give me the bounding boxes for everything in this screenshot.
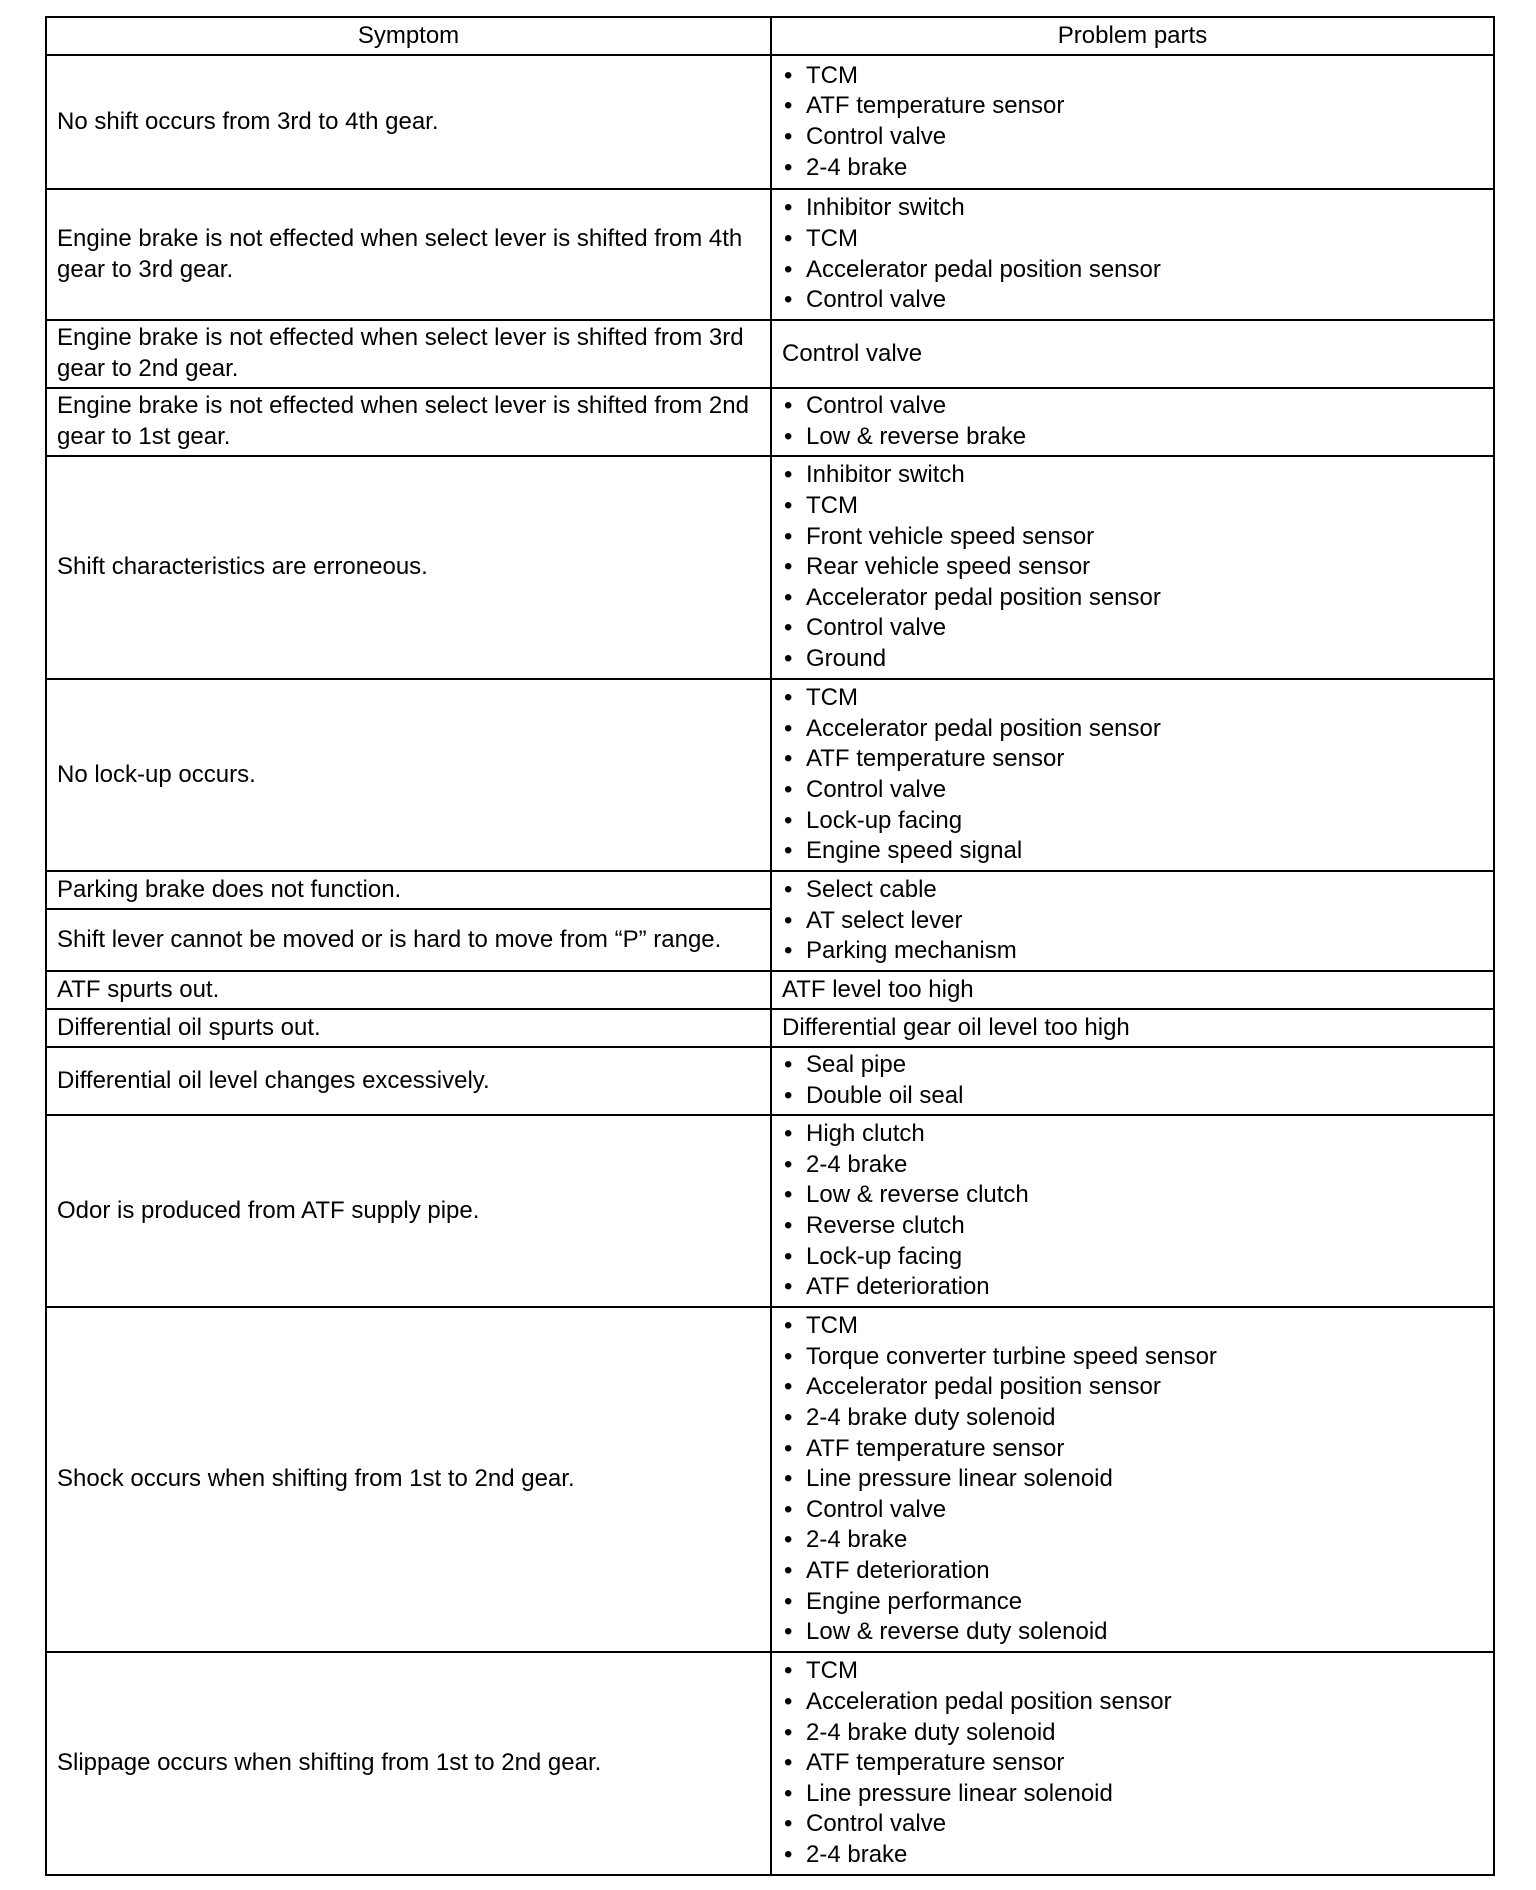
problem-parts-cell	[771, 189, 1494, 320]
table-row	[46, 456, 1494, 679]
troubleshooting-table	[45, 16, 1495, 1876]
problem-parts-list	[782, 391, 1483, 452]
table-row	[46, 679, 1494, 871]
symptom-cell: Differential oil spurts out.	[46, 1009, 771, 1047]
table-row	[46, 1009, 1494, 1047]
problem-part-item: • ATF temperature sensor	[782, 1434, 1483, 1465]
problem-part-item: • Double oil seal	[782, 1081, 1483, 1112]
problem-part-item: • Control valve	[782, 391, 1483, 422]
problem-part-item: • Accelerator pedal position sensor	[782, 714, 1483, 745]
problem-part-item: • Inhibitor switch	[782, 460, 1483, 491]
problem-part-item: • TCM	[782, 61, 1483, 92]
problem-part-item: • 2-4 brake	[782, 1525, 1483, 1556]
table-row	[46, 971, 1494, 1009]
table-row	[46, 1652, 1494, 1875]
problem-part-item: • Ground	[782, 644, 1483, 675]
problem-part-item: • Low & reverse duty solenoid	[782, 1617, 1483, 1648]
problem-part-item: • Control valve	[782, 122, 1483, 153]
problem-parts-cell: Control valve	[771, 320, 1494, 388]
problem-parts-list	[782, 1311, 1483, 1648]
table-row	[46, 55, 1494, 189]
problem-part-item: • ATF temperature sensor	[782, 91, 1483, 122]
problem-part-item: • Seal pipe	[782, 1050, 1483, 1081]
problem-part-item: • ATF deterioration	[782, 1272, 1483, 1303]
table-row	[46, 1115, 1494, 1307]
problem-parts-list	[782, 460, 1483, 674]
problem-parts-cell: Differential gear oil level too high	[771, 1009, 1494, 1047]
problem-part-item: • TCM	[782, 224, 1483, 255]
symptom-cell: Slippage occurs when shifting from 1st to 2nd gear.	[46, 1652, 771, 1875]
problem-part-item: • Control valve	[782, 775, 1483, 806]
problem-parts-cell	[771, 1652, 1494, 1875]
symptom-cell: Differential oil level changes excessively.	[46, 1047, 771, 1115]
problem-parts-cell	[771, 1307, 1494, 1652]
problem-part-item: • TCM	[782, 1656, 1483, 1687]
problem-parts-list	[782, 1656, 1483, 1870]
table-row	[46, 388, 1494, 456]
table-row	[46, 1307, 1494, 1652]
problem-part-item: • Control valve	[782, 285, 1483, 316]
problem-part-item: • Line pressure linear solenoid	[782, 1464, 1483, 1495]
problem-part-item: • Low & reverse clutch	[782, 1180, 1483, 1211]
problem-parts-list	[782, 193, 1483, 315]
symptom-cell: Shift lever cannot be moved or is hard to move from “P” range.	[46, 909, 771, 971]
problem-part-item: • AT select lever	[782, 906, 1483, 937]
table-body	[46, 55, 1494, 1875]
problem-part-item: • Acceleration pedal position sensor	[782, 1687, 1483, 1718]
problem-part-item: • Engine speed signal	[782, 836, 1483, 867]
problem-part-item: • Engine performance	[782, 1587, 1483, 1618]
problem-parts-cell	[771, 1047, 1494, 1115]
table-row	[46, 1047, 1494, 1115]
problem-parts-list	[782, 61, 1483, 183]
table-row	[46, 189, 1494, 320]
problem-part-item: • 2-4 brake duty solenoid	[782, 1403, 1483, 1434]
symptom-cell: Engine brake is not effected when select lever is shifted from 4th gear to 3rd gear.	[46, 189, 771, 320]
problem-part-item: • ATF temperature sensor	[782, 744, 1483, 775]
problem-part-item: • Select cable	[782, 875, 1483, 906]
symptom-cell: No shift occurs from 3rd to 4th gear.	[46, 55, 771, 189]
header-row	[46, 17, 1494, 55]
symptom-cell: Shock occurs when shifting from 1st to 2nd gear.	[46, 1307, 771, 1652]
problem-part-item: • ATF deterioration	[782, 1556, 1483, 1587]
problem-part-item: • TCM	[782, 1311, 1483, 1342]
problem-part-item: • Reverse clutch	[782, 1211, 1483, 1242]
problem-parts-cell: ATF level too high	[771, 971, 1494, 1009]
problem-part-item: • 2-4 brake duty solenoid	[782, 1718, 1483, 1749]
problem-parts-list	[782, 683, 1483, 867]
problem-part-item: • High clutch	[782, 1119, 1483, 1150]
problem-part-item: • TCM	[782, 491, 1483, 522]
problem-part-item: • Control valve	[782, 613, 1483, 644]
symptom-cell: No lock-up occurs.	[46, 679, 771, 871]
problem-part-item: • Torque converter turbine speed sensor	[782, 1342, 1483, 1373]
problem-part-item: • Rear vehicle speed sensor	[782, 552, 1483, 583]
problem-part-item: • Lock-up facing	[782, 806, 1483, 837]
problem-part-item: • Inhibitor switch	[782, 193, 1483, 224]
problem-part-item: • Line pressure linear solenoid	[782, 1779, 1483, 1810]
problem-part-item: • Accelerator pedal position sensor	[782, 1372, 1483, 1403]
problem-part-item: • Low & reverse brake	[782, 422, 1483, 453]
symptom-cell: Shift characteristics are erroneous.	[46, 456, 771, 679]
problem-parts-cell	[771, 388, 1494, 456]
problem-part-item: • 2-4 brake	[782, 153, 1483, 184]
header-symptom: Symptom	[46, 17, 771, 55]
problem-part-item: • Control valve	[782, 1495, 1483, 1526]
problem-part-item: • Front vehicle speed sensor	[782, 522, 1483, 553]
problem-parts-cell	[771, 679, 1494, 871]
table-row	[46, 320, 1494, 388]
problem-part-item: • 2-4 brake	[782, 1840, 1483, 1871]
problem-part-item: • 2-4 brake	[782, 1150, 1483, 1181]
problem-part-item: • Accelerator pedal position sensor	[782, 583, 1483, 614]
problem-parts-list	[782, 1119, 1483, 1303]
problem-part-item: • Lock-up facing	[782, 1242, 1483, 1273]
problem-part-item: • Accelerator pedal position sensor	[782, 255, 1483, 286]
problem-parts-cell	[771, 55, 1494, 189]
problem-parts-list	[782, 1050, 1483, 1111]
symptom-cell: Engine brake is not effected when select lever is shifted from 3rd gear to 2nd gear.	[46, 320, 771, 388]
symptom-cell: Engine brake is not effected when select lever is shifted from 2nd gear to 1st gear.	[46, 388, 771, 456]
problem-parts-cell	[771, 1115, 1494, 1307]
problem-part-item: • Control valve	[782, 1809, 1483, 1840]
problem-part-item: • ATF temperature sensor	[782, 1748, 1483, 1779]
problem-parts-list	[782, 875, 1483, 967]
symptom-cell: ATF spurts out.	[46, 971, 771, 1009]
problem-part-item: • Parking mechanism	[782, 936, 1483, 967]
table-row	[46, 871, 1494, 909]
header-problem-parts: Problem parts	[771, 17, 1494, 55]
problem-part-item: • TCM	[782, 683, 1483, 714]
symptom-cell: Parking brake does not function.	[46, 871, 771, 909]
problem-parts-cell	[771, 871, 1494, 971]
problem-parts-cell	[771, 456, 1494, 679]
symptom-cell: Odor is produced from ATF supply pipe.	[46, 1115, 771, 1307]
